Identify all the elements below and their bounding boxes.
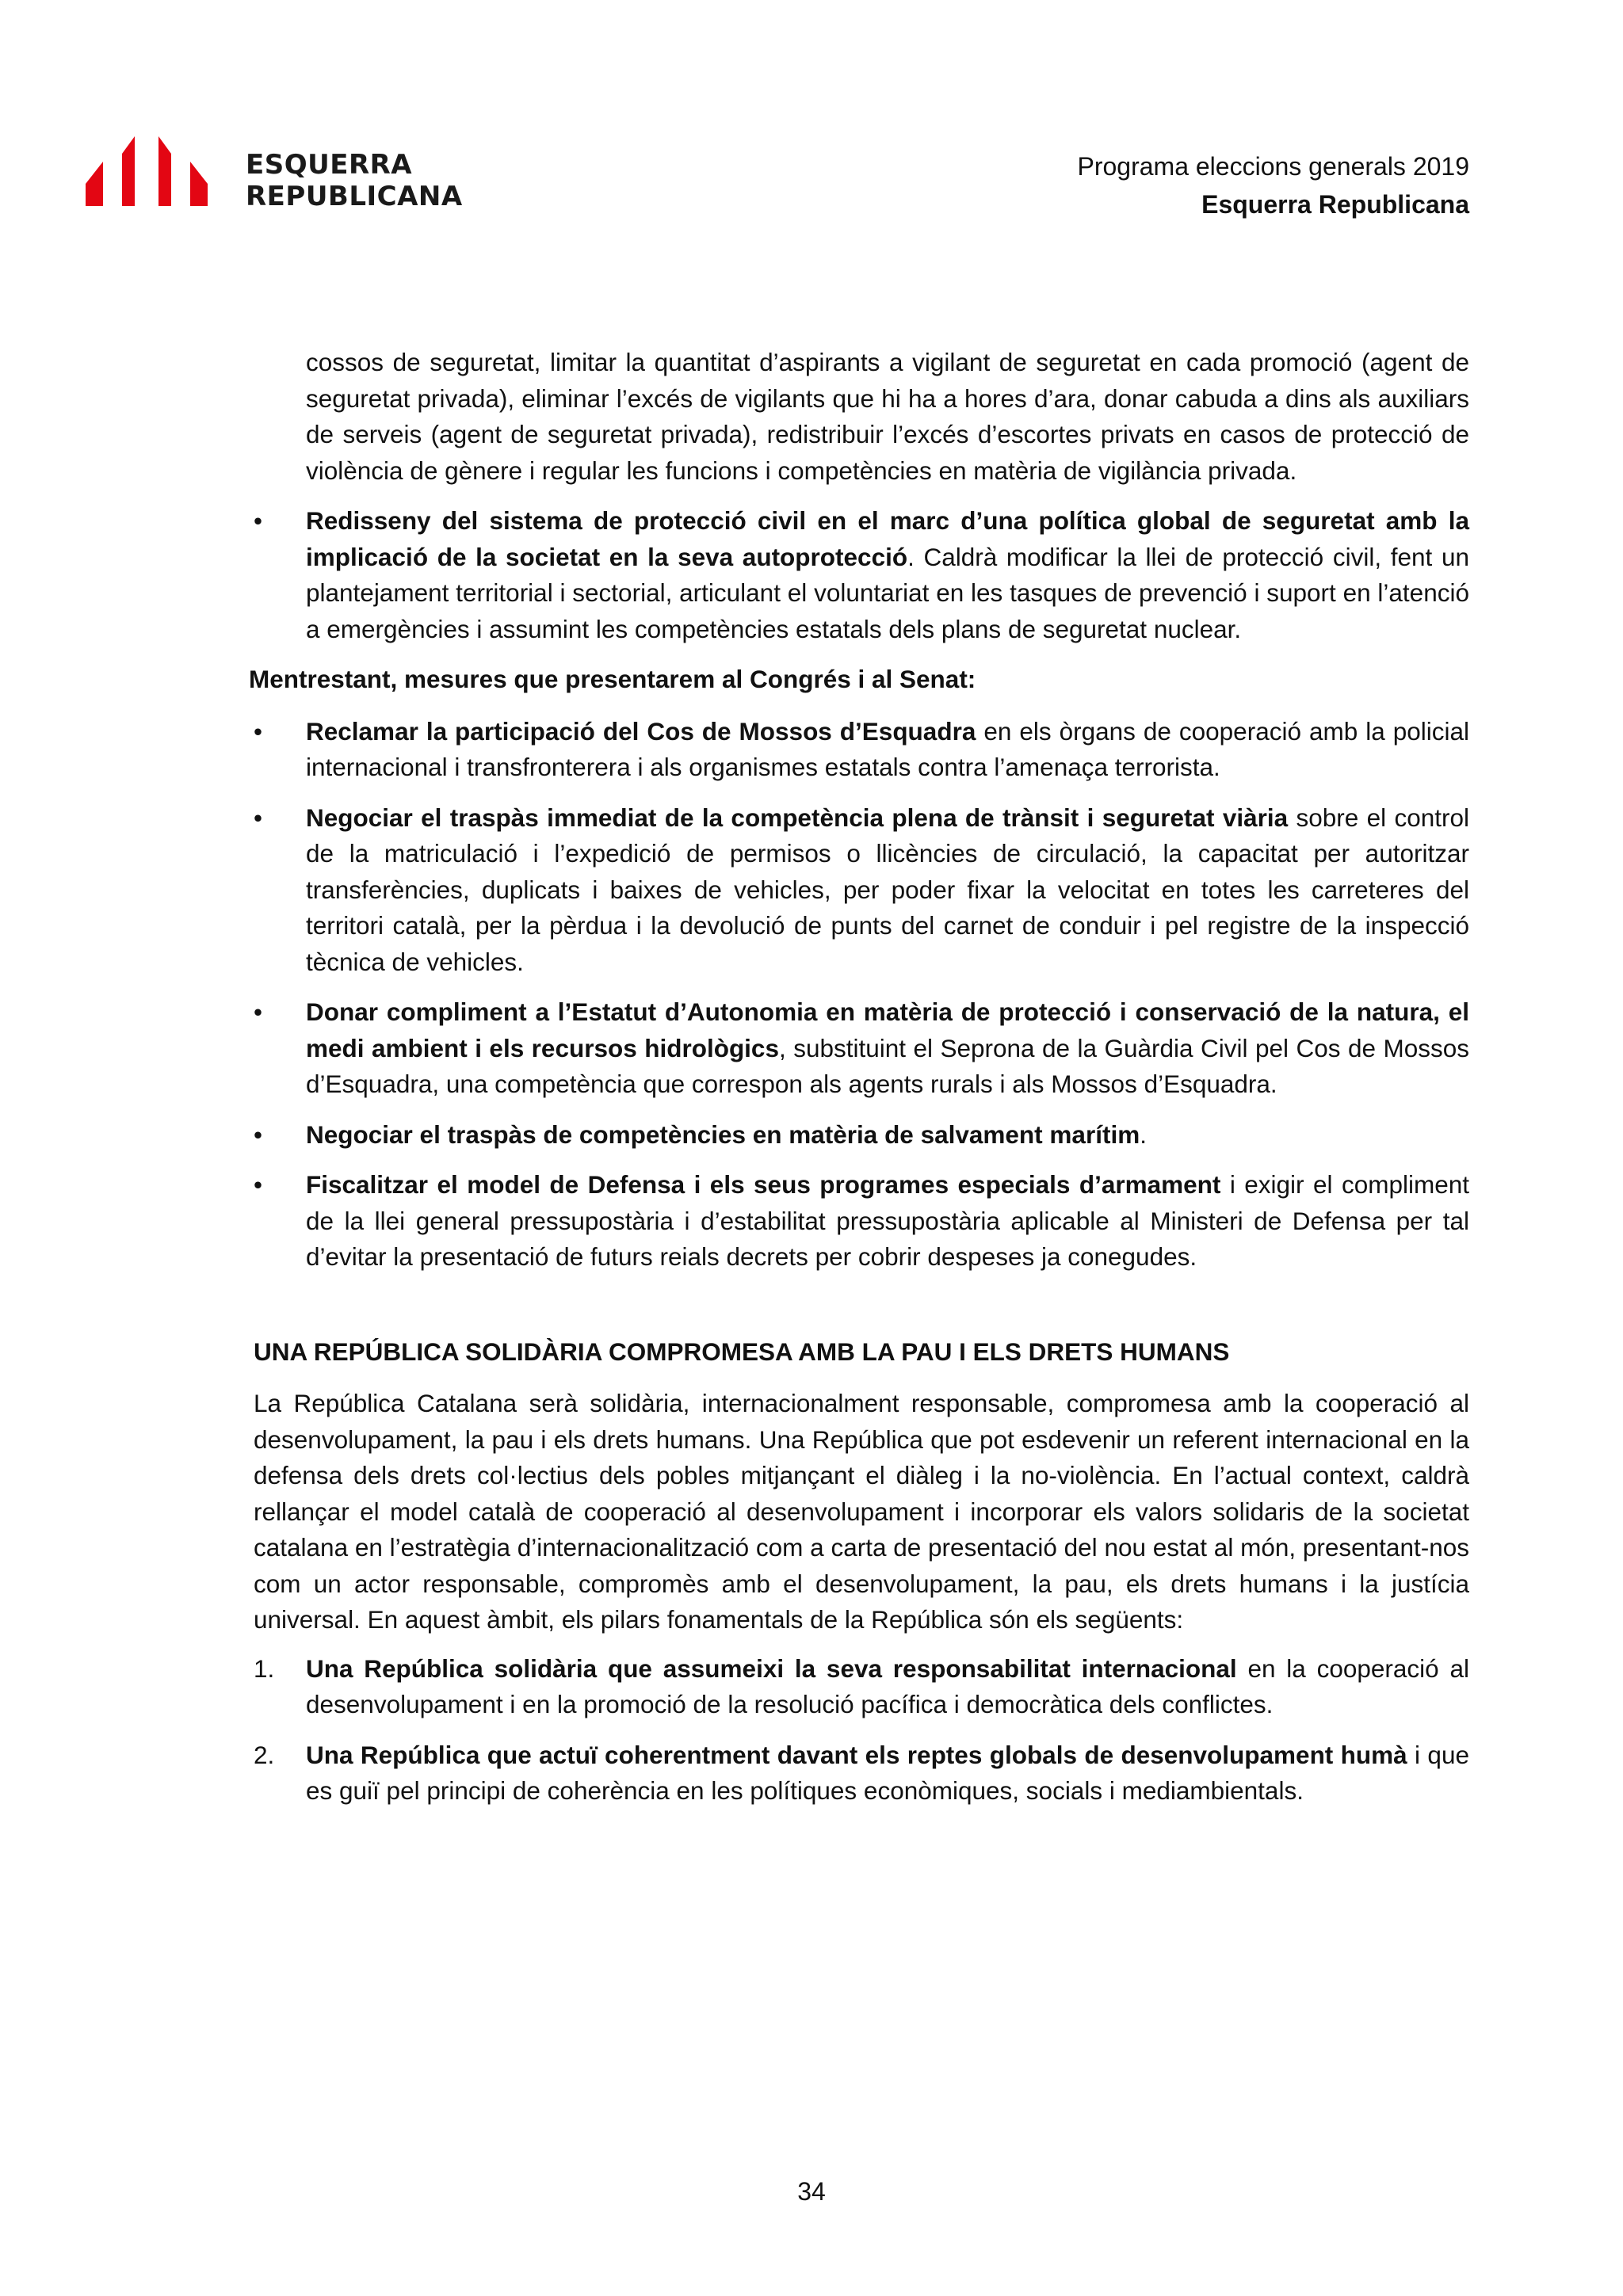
continuation-paragraph: cossos de seguretat, limitar la quantitat d’aspirants a vigilant de seguretat en cada promoció (agent de seguretat privada), eliminar l’excés de vigilants que hi ha a hores d’ara, donar cabuda a dins als auxiliars de serveis (agent de seguretat privada), redistribuir l’excés d’escortes privats en casos de protecció de violència de gènere i regular les funcions i competències en matèria de vigilància privada. [306,348,1469,485]
item-text: . [1140,1119,1147,1149]
list-item [254,1737,1469,1810]
bullet-icon: • [254,1170,263,1199]
bullet-icon: • [254,506,263,535]
item-bold-text: Fiscalitzar el model de Defensa i els seus programes especials d’armament [306,1170,1221,1199]
bullet-icon: • [254,997,263,1026]
item-text: , substituint el Seprona de la Guàrdia Civil pel Cos de Mossos d’Esquadra, una competència que correspon als agents rurals i als Mossos d’Esquadra. [306,1033,1469,1098]
list-item [254,994,1469,1103]
item-text: i exigir el compliment de la llei general pressupostària i d’estabilitat pressupostària aplicable al Ministeri de Defensa per tal d’evitar la presentació de futurs reials decrets per cobrir despeses ja conegudes. [306,1170,1469,1271]
party-logo [86,135,466,214]
logo-wordmark [246,149,463,212]
page-number: 34 [797,2177,826,2206]
list-item [254,503,1469,647]
list-item [254,1117,1469,1154]
bullet-icon: • [254,1119,263,1149]
item-bold-text: Una República que actuï coherentment davant els reptes globals de desenvolupament humà [306,1740,1407,1769]
item-bold-text: Reclamar la participació del Cos de Mossos d’Esquadra [306,716,976,746]
document-title: Programa eleccions generals 2019 [1077,152,1469,181]
bullet-icon: • [254,716,263,746]
list-item [254,714,1469,786]
item-text: sobre el control de la matriculació i l’expedició de permisos o llicències de circulació, la capacitat per autoritzar transferències, duplicats i baixes de vehicles, per poder fixar la velocitat en totes les carreteres del territori català, per la pèrdua i la devolució de punts del carnet de conduir i pel registre de la inspecció tècnica de vehicles. [306,803,1469,976]
logo-line-1: ESQUERRA [246,149,413,181]
item-text: en els òrgans de cooperació amb la policial internacional i transfronterera i als organismes estatals contra l’amenaça terrorista. [306,716,1469,781]
item-bold-text: Negociar el traspàs immediat de la competència plena de trànsit i seguretat viària [306,803,1289,832]
item-bold-text: Negociar el traspàs de competències en matèria de salvament marítim [306,1119,1140,1149]
item-bold-text: Donar compliment a l’Estatut d’Autonomia en matèria de protecció i conservació de la natura, el medi ambient i els recursos hidrològics [306,997,1469,1062]
list-number: 1. [254,1653,275,1683]
numbered-list-pillars [254,1651,1469,1810]
bullet-list-protection [254,503,1469,647]
list-number: 2. [254,1740,275,1769]
item-text: . Caldrà modificar la llei de protecció civil, fent un plantejament territorial i sectorial, articulant el voluntariat en les tasques de prevenció i suport en l’atenció a emergències i assumint les competències estatals dels plans de seguretat nuclear. [306,542,1469,643]
list-item [254,1651,1469,1723]
page-body [249,345,1469,1824]
subheading: Mentrestant, mesures que presentarem al Congrés i al Senat: [249,665,976,693]
item-text: en la cooperació al desenvolupament i en la promoció de la resolució pacífica i democràtica dels conflictes. [306,1653,1469,1718]
page-header [1077,147,1469,223]
logo-line-2: REPUBLICANA [246,181,463,212]
intro-paragraph: La República Catalana serà solidària, internacionalment responsable, compromesa amb la cooperació al desenvolupament, la pau i els drets humans. Una República que pot esdevenir un referent internacional en la defensa dels drets col·lectius dels pobles mitjançant el diàleg i la no-violència. En l’actual context, caldrà rellançar el model català de cooperació al desenvolupament i incorporar els valors solidaris de la societat catalana en l’estratègia d’internacionalització com a carta de presentació del nou estat al món, presentant-nos com un actor responsable, compromès amb el desenvolupament, la pau, els drets humans i la justícia universal. En aquest àmbit, els pilars fonamentals de la República són els següents: [254,1389,1469,1634]
bullet-list-measures [254,714,1469,1276]
list-item [254,1167,1469,1276]
item-text: i que es guiï pel principi de coherència en les polítiques econòmiques, socials i mediambientals. [306,1740,1469,1805]
party-logo-icon [86,135,220,214]
organization-name: Esquerra Republicana [1201,190,1469,219]
section-title: UNA REPÚBLICA SOLIDÀRIA COMPROMESA AMB LA PAU I ELS DRETS HUMANS [254,1337,1230,1366]
item-bold-text: Redisseny del sistema de protecció civil en el marc d’una política global de seguretat amb la implicació de la societat en la seva autoprotecció [306,506,1469,571]
item-bold-text: Una República solidària que assumeixi la seva responsabilitat internacional [306,1653,1237,1683]
bullet-icon: • [254,803,263,832]
list-item [254,800,1469,981]
